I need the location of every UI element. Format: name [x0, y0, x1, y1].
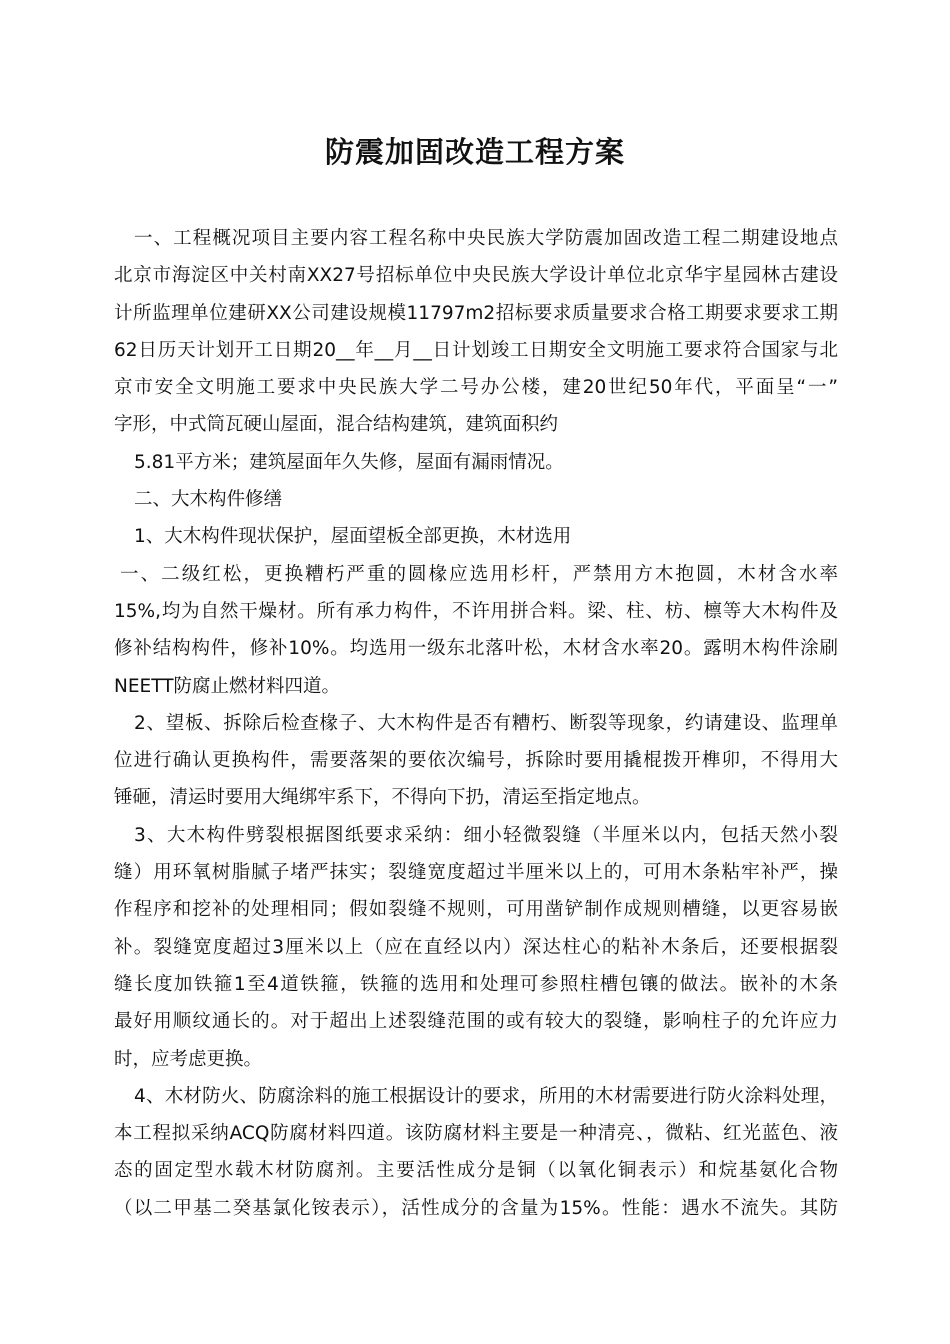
text-line: （以二甲基二癸基氯化铵表示），活性成分的含量为15%。性能：遇水不流失。其防 — [114, 1197, 838, 1219]
text-line: 京市安全文明施工要求中央民族大学二号办公楼，建20世纪50年代，平面呈“一” — [114, 377, 838, 399]
text-line: 2、望板、拆除后检查椽子、大木构件是否有糟朽、断裂等现象，约请建设、监理单 — [134, 712, 838, 734]
text-line: 字形，中式筒瓦硬山屋面，混合结构建筑，建筑面积约 — [114, 414, 559, 436]
text-line: 计所监理单位建研XX公司建设规模11797m2招标要求质量要求合格工期要求要求工期 — [114, 302, 838, 324]
text-line: 缝长度加铁箍1至4道铁箍，铁箍的选用和处理可参照柱槽包镶的做法。嵌补的木条 — [114, 973, 838, 995]
text-line: 锤砸，清运时要用大绳绑牢系下，不得向下扔，清运至指定地点。 — [114, 787, 651, 809]
text-line: 4、木材防火、防腐涂料的施工根据设计的要求，所用的木材需要进行防火涂料处理， — [134, 1085, 838, 1107]
text-line: 补。裂缝宽度超过3厘米以上（应在直经以内）深达柱心的粘补木条后，还要根据裂 — [114, 936, 838, 958]
text-line: 5.81平方米；建筑屋面年久失修，屋面有漏雨情况。 — [134, 451, 564, 473]
section-heading: 二、大木构件修缮 — [134, 489, 283, 511]
text-line: 位进行确认更换构件，需要落架的要依次编号，拆除时要用撬棍拨开榫卯，不得用大 — [114, 750, 838, 772]
text-line: 1、大木构件现状保护，屋面望板全部更换，木材选用 — [134, 526, 572, 548]
text-line: 态的固定型水载木材防腐剂。主要活性成分是铜（以氧化铜表示）和烷基氨化合物 — [114, 1160, 838, 1182]
text-line: 北京市海淀区中关村南XX27号招标单位中央民族大学设计单位北京华宇星园林古建设 — [114, 265, 838, 287]
text-line: 时，应考虑更换。 — [114, 1048, 263, 1070]
text-line: 本工程拟采纳ACQ防腐材料四道。该防腐材料主要是一种清亮、，微粘、红光蓝色、液 — [114, 1123, 838, 1145]
text-line: NEETT防腐止燃材料四道。 — [114, 675, 340, 697]
text-line: 作程序和挖补的处理相同；假如裂缝不规则，可用凿铲制作成规则槽缝，以更容易嵌 — [114, 899, 838, 921]
text-line: 3、大木构件劈裂根据图纸要求采纳：细小轻微裂缝（半厘米以内，包括天然小裂 — [134, 824, 838, 846]
text-line: 62日历天计划开工日期20__年__月__日计划竣工日期安全文明施工要求符合国家与北 — [114, 339, 838, 361]
text-line: 修补结构构件，修补10%。均选用一级东北落叶松，木材含水率20。露明木构件涂刷 — [114, 638, 838, 660]
text-line: 15%,均为自然干燥材。所有承力构件，不许用拼合料。梁、柱、枋、檩等大木构件及 — [114, 600, 838, 622]
document-title: 防震加固改造工程方案 — [324, 135, 625, 169]
text-line: 缝）用环氧树脂腻子堵严抹实；裂缝宽度超过半厘米以上的，可用木条粘牢补严，操 — [114, 862, 838, 884]
text-line: 一、工程概况项目主要内容工程名称中央民族大学防震加固改造工程二期建设地点 — [134, 228, 838, 249]
text-line: 最好用顺纹通长的。对于超出上述裂缝范围的或有较大的裂缝，影响柱子的允许应力 — [114, 1011, 838, 1033]
text-line: 一、二级红松，更换糟朽严重的圆椽应选用杉杆，严禁用方木抱圆，木材含水率 — [120, 563, 838, 585]
document-body — [114, 220, 838, 1227]
